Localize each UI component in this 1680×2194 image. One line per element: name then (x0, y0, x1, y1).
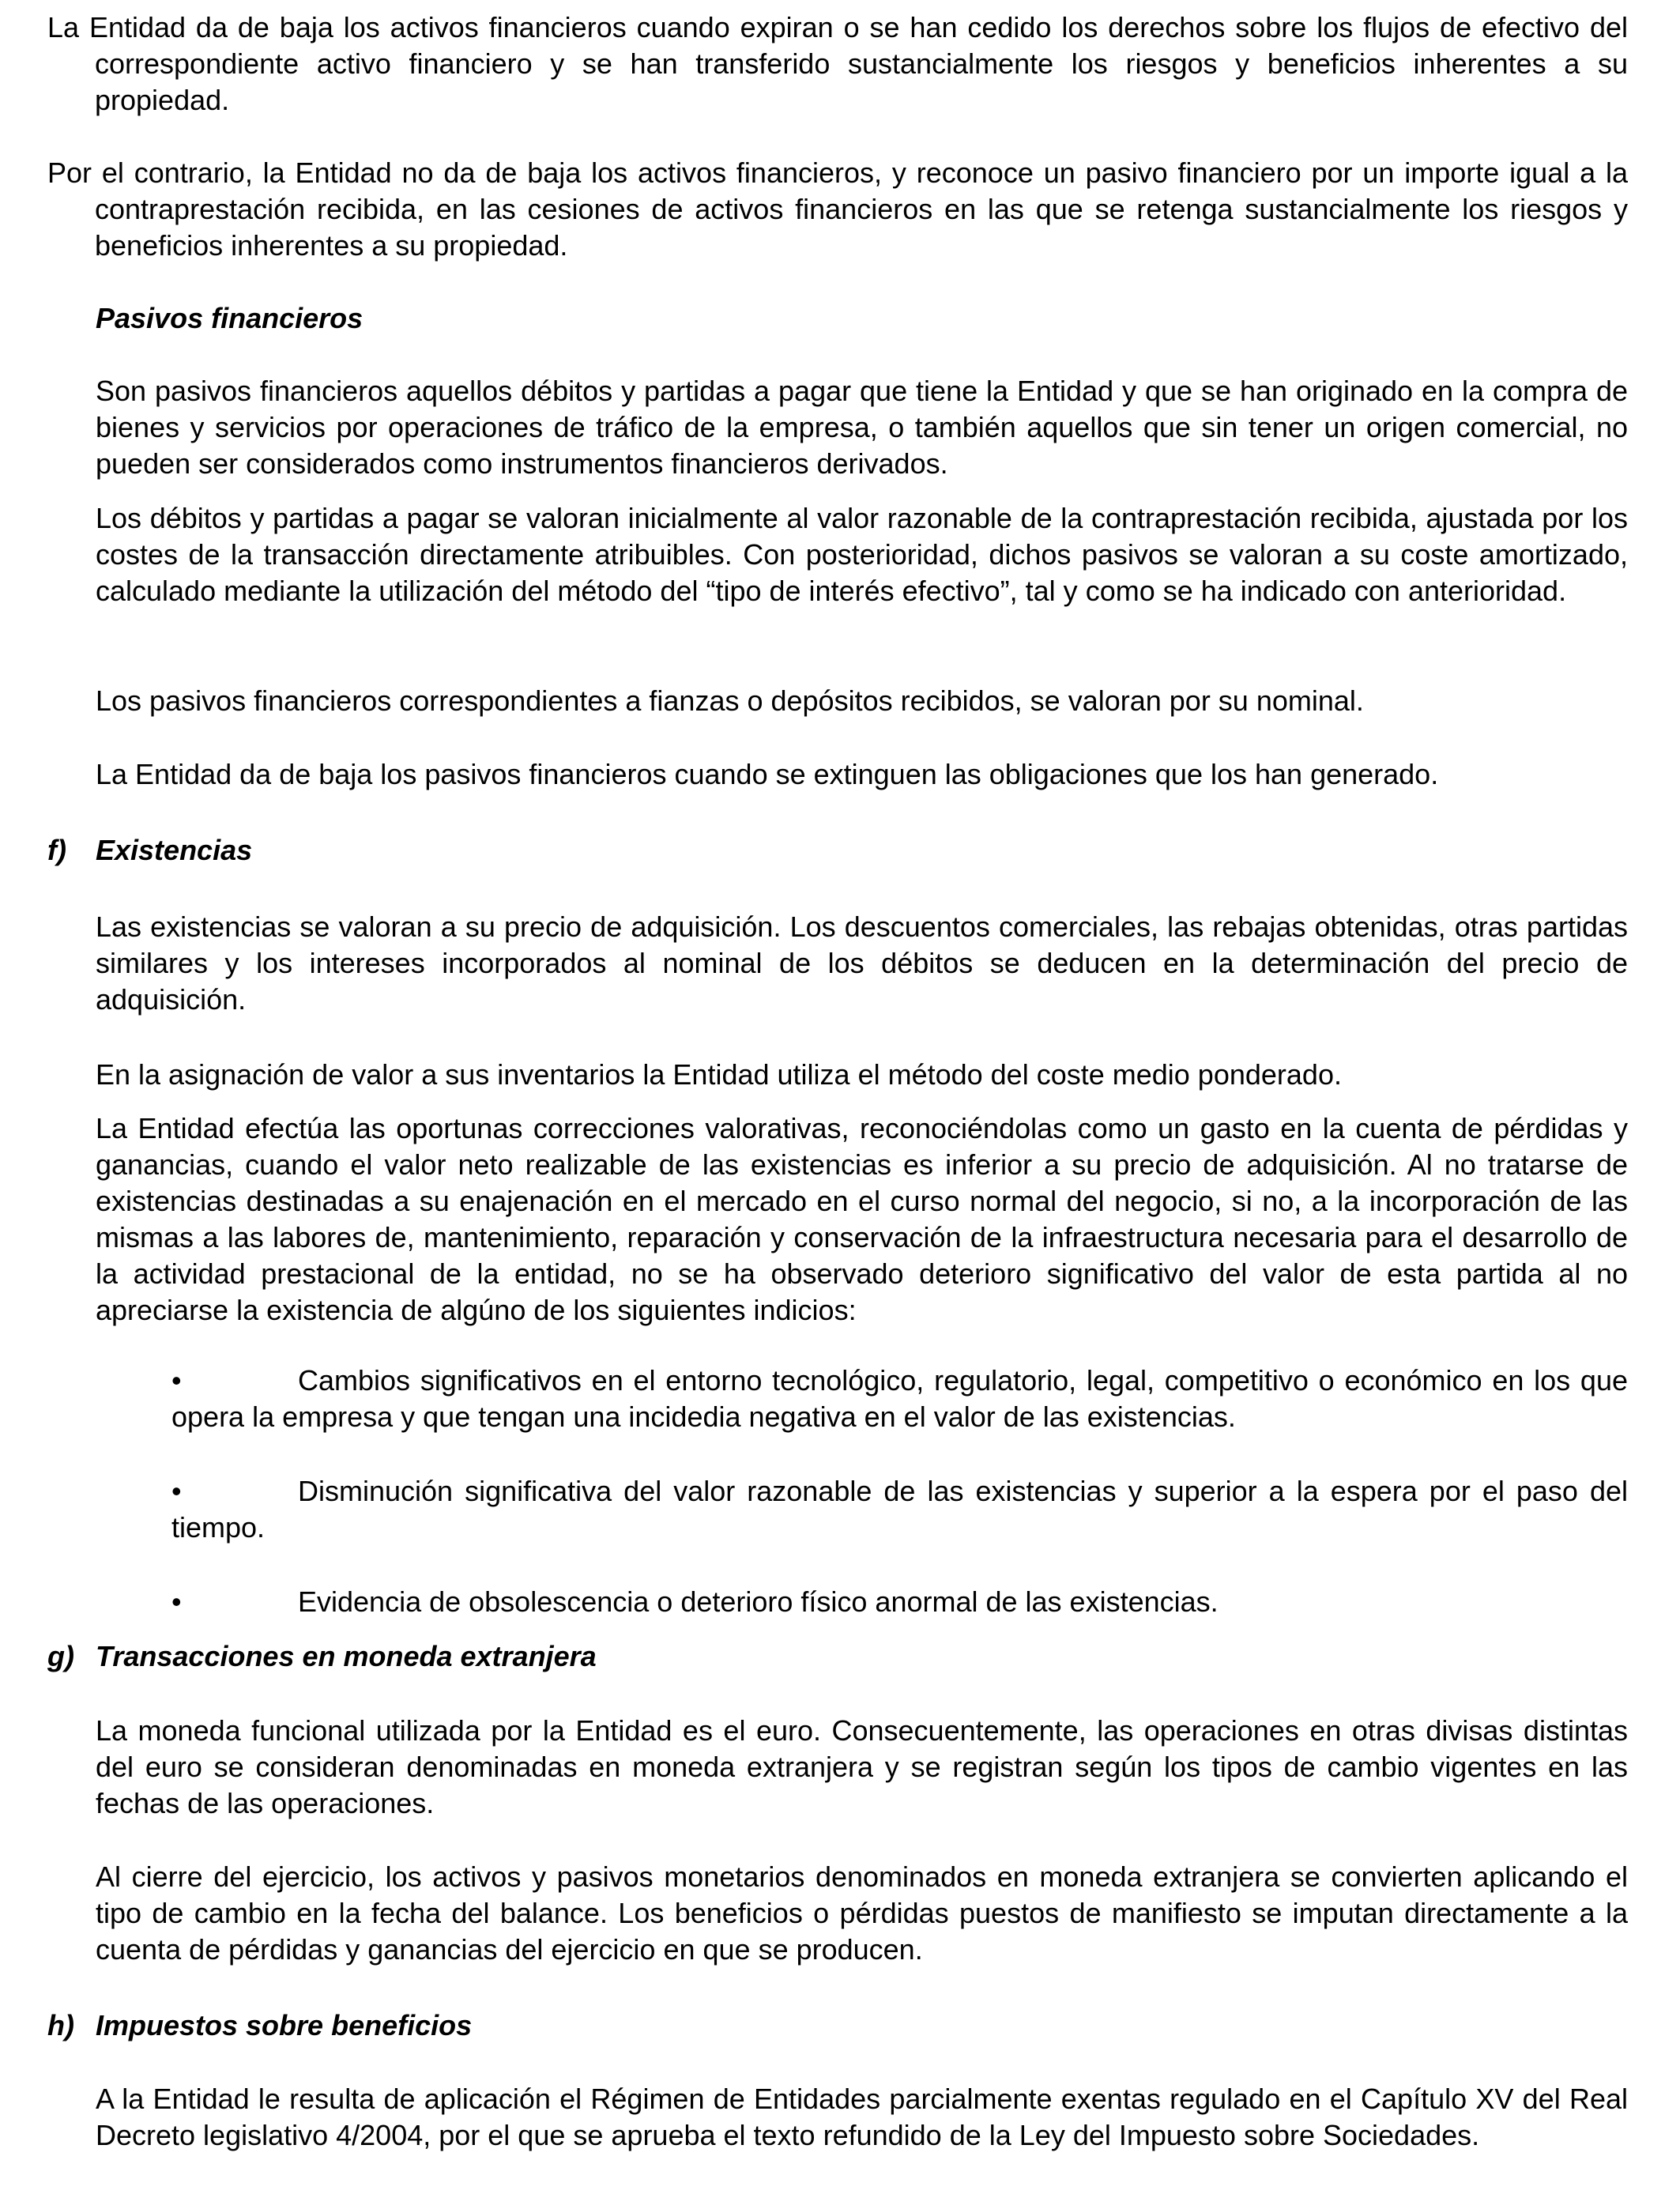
paragraph-moneda-funcional: La moneda funcional utilizada por la Entidad es el euro. Consecuentemente, las operaciones en otras divisas distintas del euro se consideran denominadas en moneda extranjera y se registran según los tipos de cambio vigentes en las fechas de las operaciones. (96, 1714, 1628, 1819)
list-item-bullet-3 (171, 1584, 1628, 1620)
heading-impuestos-beneficios: Impuestos sobre beneficios (96, 2009, 473, 2041)
heading-pasivos-financieros: Pasivos financieros (96, 302, 363, 334)
list-item-bullet-1 (171, 1363, 1628, 1435)
paragraph-pasivos-definicion: Son pasivos financieros aquellos débitos y partidas a pagar que tiene la Entidad y que se han originado en la compra de bienes y servicios por operaciones de tráfico de la empresa, o también aquellos que sin tener un origen comercial, no pueden ser considerados como instrumentos financieros derivados. (96, 375, 1628, 480)
paragraph-baja-activos: La Entidad da de baja los activos financieros cuando expiran o se han cedido los derechos sobre los flujos de efectivo del correspondiente activo financiero y se han transferido sustancialmente los riesgos y beneficios inherentes a su propiedad. (47, 11, 1628, 116)
section-letter-g: g) (47, 1640, 74, 1672)
bullet-text: Evidencia de obsolescencia o deterioro físico anormal de las existencias. (298, 1585, 1219, 1618)
bullet-text: Cambios significativos en el entorno tecnológico, regulatorio, legal, competitivo o económico en los que opera la empresa y que tengan una incidedia negativa en el valor de las existencias. (171, 1364, 1628, 1433)
paragraph-existencias-metodo: En la asignación de valor a sus inventarios la Entidad utiliza el método del coste medio ponderado. (96, 1058, 1342, 1091)
paragraph-moneda-cierre: Al cierre del ejercicio, los activos y pasivos monetarios denominados en moneda extranjera se convierten aplicando el tipo de cambio en la fecha del balance. Los beneficios o pérdidas puestos de manifiesto se imputan directamente a la cuenta de pérdidas y ganancias del ejercicio en que se producen. (96, 1860, 1628, 1966)
section-letter-f: f) (47, 834, 66, 866)
bullet-icon: • (171, 1585, 182, 1618)
paragraph-impuestos-regimen: A la Entidad le resulta de aplicación el Régimen de Entidades parcialmente exentas regulado en el Capítulo XV del Real Decreto legislativo 4/2004, por el que se aprueba el texto refundido de la Ley del Impuesto sobre Sociedades. (96, 2083, 1628, 2151)
heading-moneda-extranjera: Transacciones en moneda extranjera (96, 1640, 597, 1672)
paragraph-pasivos-valoracion: Los débitos y partidas a pagar se valoran inicialmente al valor razonable de la contraprestación recibida, ajustada por los costes de la transacción directamente atribuibles. Con posterioridad, dichos pasivos se valoran a su coste amortizado, calculado mediante la utilización del método del “tipo de interés efectivo”, tal y como se ha indicado con anterioridad. (96, 502, 1628, 607)
bullet-icon: • (171, 1364, 182, 1397)
paragraph-no-baja-activos: Por el contrario, la Entidad no da de baja los activos financieros, y reconoce un pasivo financiero por un importe igual a la contraprestación recibida, en las cesiones de activos financieros en las que se retenga sustancialmente los riesgos y beneficios inherentes a su propiedad. (47, 156, 1628, 262)
paragraph-existencias-valoracion: Las existencias se valoran a su precio de adquisición. Los descuentos comerciales, las rebajas obtenidas, otras partidas similares y los intereses incorporados al nominal de los débitos se deducen en la determinación del precio de adquisición. (96, 910, 1628, 1016)
heading-existencias: Existencias (96, 834, 253, 866)
paragraph-existencias-correcciones: La Entidad efectúa las oportunas correcciones valorativas, reconociéndolas como un gasto en la cuenta de pérdidas y ganancias, cuando el valor neto realizable de las existencias es inferior a su precio de adquisición. Al no tratarse de existencias destinadas a su enajenación en el mercado en el curso normal del negocio, si no, a la incorporación de las mismas a las labores de, mantenimiento, reparación y conservación de la infraestructura necesaria para el desarrollo de la actividad prestacional de la entidad, no se ha observado deterioro significativo del valor de esta partida al no apreciarse la existencia de algúno de los siguientes indicios: (96, 1112, 1628, 1326)
section-letter-h: h) (47, 2009, 74, 2041)
paragraph-pasivos-baja: La Entidad da de baja los pasivos financieros cuando se extinguen las obligaciones que los han generado. (96, 758, 1439, 790)
bullet-icon: • (171, 1475, 182, 1507)
list-item-bullet-2 (171, 1473, 1628, 1546)
bullet-text: Disminución significativa del valor razonable de las existencias y superior a la espera por el paso del tiempo. (171, 1475, 1628, 1544)
paragraph-pasivos-fianzas: Los pasivos financieros correspondientes a fianzas o depósitos recibidos, se valoran por su nominal. (96, 684, 1364, 717)
